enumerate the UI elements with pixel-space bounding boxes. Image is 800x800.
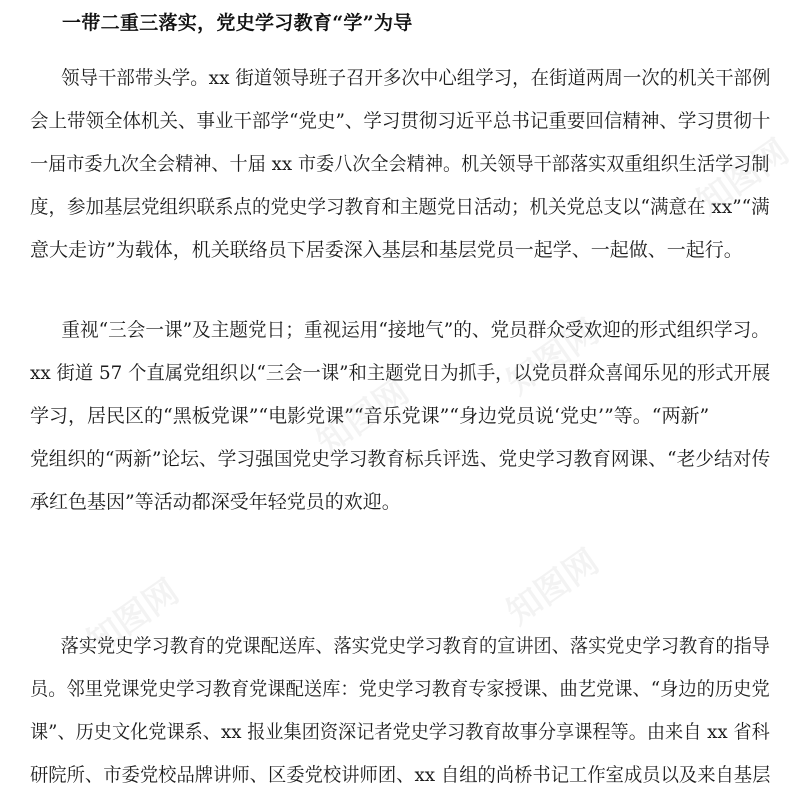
paragraph-line: 重视“三会一课”及主题党日；重视运用“接地气”的、党员群众受欢迎的形式组织学习。	[61, 319, 770, 341]
paragraph-line: 研院所、市委党校品牌讲师、区委党校讲师团、xx 自组的尚桥书记工作室成员以及来自基层	[30, 764, 771, 786]
paragraph-line: 度，参加基层党组织联系点的党史学习教育和主题党日活动；机关党总支以“满意在 xx”“满	[30, 196, 770, 218]
paragraph-line: 学习，居民区的“黑板党课”“电影党课”“音乐党课”“身边党员说‘党史’”等。“两新”	[30, 405, 710, 427]
section-heading: 一带二重三落实，党史学习教育“学”为导	[62, 12, 413, 34]
paragraph-line: xx 街道 57 个直属党组织以“三会一课”和主题党日为抓手，以党员群众喜闻乐见的形式开展	[30, 362, 771, 384]
watermark: 知图网	[309, 371, 417, 464]
paragraph-line: 会上带领全体机关、事业干部学“党史”、学习贯彻习近平总书记重要回信精神、学习贯彻十	[30, 110, 771, 132]
paragraph-line: 员。邻里党课党史学习教育党课配送库：党史学习教育专家授课、曲艺党课、“身边的历史党	[30, 678, 770, 700]
paragraph-line: 落实党史学习教育的党课配送库、落实党史学习教育的宣讲团、落实党史学习教育的指导	[60, 635, 771, 657]
paragraph-line: 党组织的“两新”论坛、学习强国党史学习教育标兵评选、党史学习教育网课、“老少结对传	[30, 448, 771, 470]
paragraph-line: 领导干部带头学。xx 街道领导班子召开多次中心组学习，在街道两周一次的机关干部例	[61, 67, 771, 89]
watermark: 知图网	[499, 541, 607, 634]
paragraph-line: 课”、历史文化党课系、xx 报业集团资深记者党史学习教育故事分享课程等。由来自 xx 省科	[30, 721, 770, 743]
watermark: 知图网	[79, 571, 187, 664]
paragraph-line: 承红色基因”等活动都深受年轻党员的欢迎。	[30, 491, 401, 513]
paragraph-line: 意大走访”为载体，机关联络员下居委深入基层和基层党员一起学、一起做、一起行。	[30, 239, 743, 261]
watermark: 知图网	[499, 311, 607, 404]
paragraph-line: 一届市委九次全会精神、十届 xx 市委八次全会精神。机关领导干部落实双重组织生活学习制	[30, 153, 770, 175]
watermark: 知图网	[689, 131, 797, 224]
